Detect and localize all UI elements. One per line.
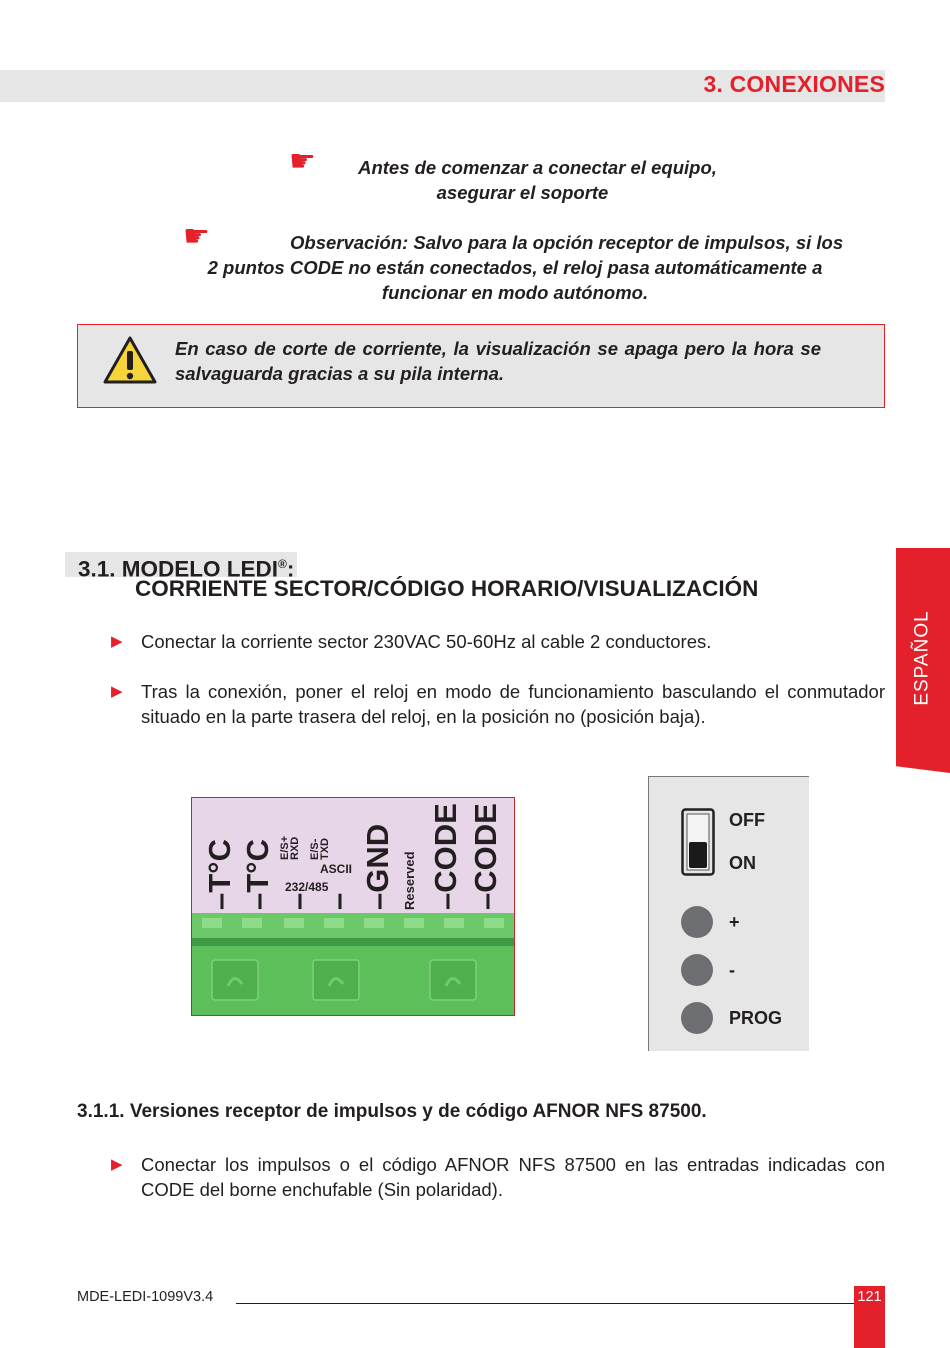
terminal-label-code-2: –CODE — [468, 803, 503, 910]
mode-switch-icon — [681, 808, 715, 876]
minus-button-icon — [681, 954, 713, 986]
bullet-arrow-icon: ▶ — [111, 683, 123, 700]
section-subtitle: CORRIENTE SECTOR/CÓDIGO HORARIO/VISUALIZACIÓN — [135, 576, 759, 601]
switch-off-label: OFF — [729, 810, 765, 830]
plus-button-icon — [681, 906, 713, 938]
note-1 — [200, 155, 875, 205]
prog-button-icon — [681, 1002, 713, 1034]
bullet-arrow-icon: ▶ — [111, 633, 123, 650]
terminal-label-rx: E/S+ RXD — [279, 835, 301, 860]
bullet-text-1: Conectar la corriente sector 230VAC 50-60Hz al cable 2 conductores. — [141, 631, 712, 652]
prog-button-label: PROG — [729, 1008, 783, 1028]
terminal-label-temp-2: –T°C — [240, 839, 275, 910]
note-1-line-2: asegurar el soporte — [436, 182, 609, 203]
note-2-line-1: Observación: Salvo para la opción receptor de impulsos, si los — [290, 232, 844, 253]
terminal-label-reserved: Reserved — [402, 851, 417, 910]
minus-button-label: - — [729, 960, 735, 980]
warning-text: En caso de corte de corriente, la visualización se apaga pero la hora se salvaguarda gracias a su pila interna. — [175, 338, 821, 384]
note-2 — [160, 230, 870, 305]
terminal-label-dash-1: – — [280, 892, 315, 910]
terminal-label-interface: 232/485 — [285, 880, 329, 894]
pointing-hand-icon: ☛ — [183, 220, 210, 253]
section-title: 3.1. MODELO LEDI®: — [78, 556, 295, 582]
bullet-arrow-icon: ▶ — [111, 1156, 123, 1173]
terminal-label-code-1: –CODE — [428, 803, 463, 910]
subsection-bullet-text: Conectar los impulsos o el código AFNOR NFS 87500 en las entradas indicadas con CODE del borne enchufable (Sin polaridad). — [141, 1154, 885, 1200]
plus-button-label: + — [729, 912, 740, 932]
warning-triangle-icon — [102, 335, 158, 385]
terminal-label-dash-2: – — [320, 892, 355, 910]
terminal-label-tx: E/S- TXD — [309, 838, 331, 860]
language-tab-label: ESPAÑOL — [912, 610, 934, 706]
terminal-label-ascii: ASCII — [320, 862, 353, 876]
bullet-text-2: Tras la conexión, poner el reloj en modo de funcionamiento basculando el conmutador situado en la parte trasera del reloj, en la posición no (posición baja). — [141, 681, 885, 727]
pointing-hand-icon: ☛ — [289, 145, 316, 178]
footer-rule — [236, 1303, 854, 1304]
terminal-block-image — [191, 797, 515, 1016]
note-1-line-1: Antes de comenzar a conectar el equipo, — [358, 157, 717, 178]
note-2-line-3: funcionar en modo autónomo. — [381, 282, 649, 303]
footer-document-ref: MDE-LEDI-1099V3.4 — [77, 1289, 214, 1305]
note-2-line-2: 2 puntos CODE no están conectados, el reloj pasa automáticamente a — [207, 257, 823, 278]
switch-on-label: ON — [729, 853, 756, 873]
chapter-title: 3. CONEXIONES — [703, 71, 885, 97]
terminal-label-gnd: –GND — [360, 823, 395, 910]
terminal-label-temp-1: –T°C — [202, 839, 237, 910]
page-number: 121 — [857, 1289, 882, 1305]
subsection-title: 3.1.1. Versiones receptor de impulsos y de código AFNOR NFS 87500. — [77, 1101, 707, 1122]
